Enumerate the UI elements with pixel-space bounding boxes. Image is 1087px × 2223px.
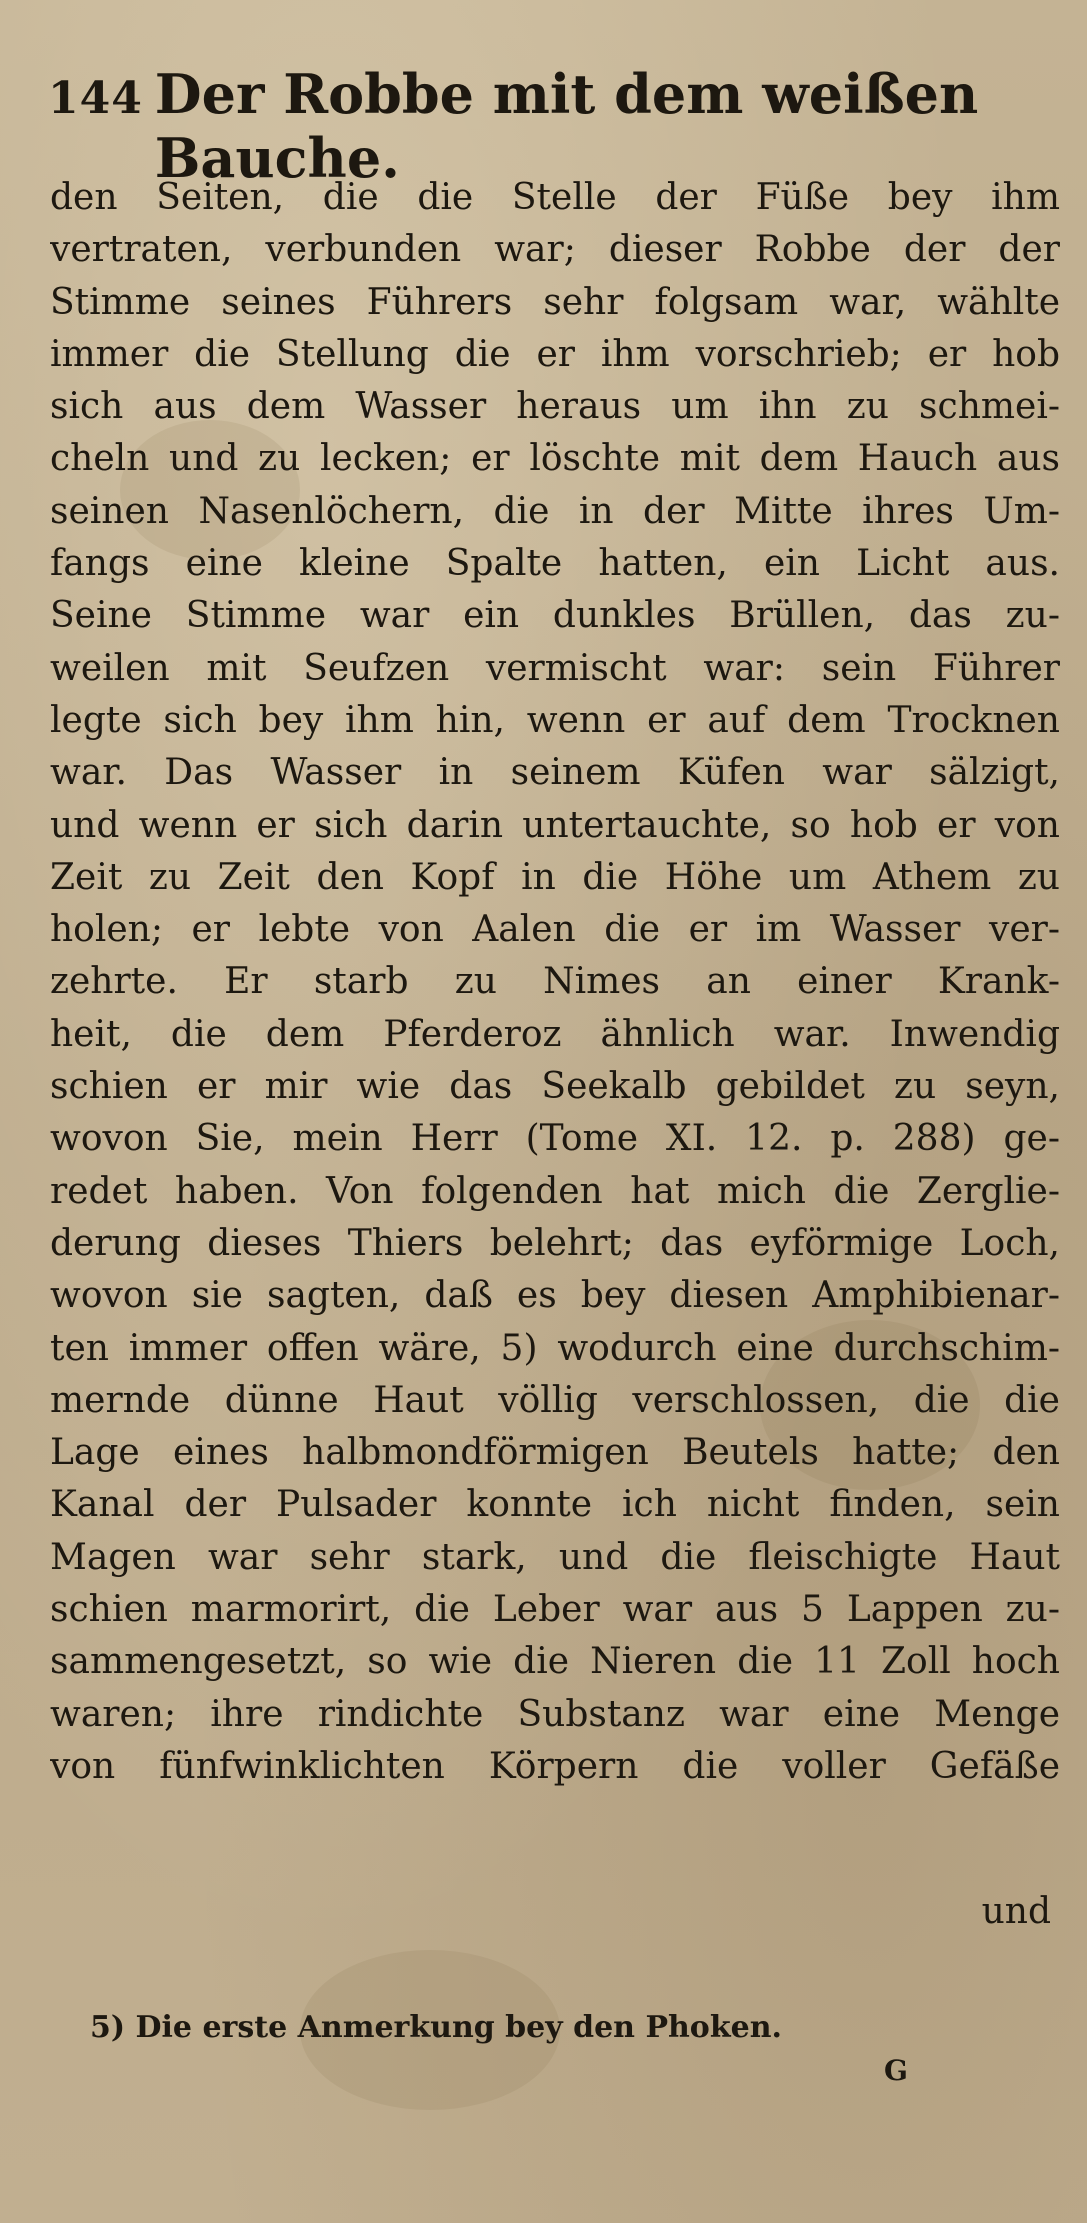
- text-line: zehrte. Er starb zu Nimes an einer Krank-: [50, 961, 1060, 1003]
- text-line: und wenn er sich darin untertauchte, so hob er von: [50, 804, 1060, 846]
- text-line: von fünfwinklichten Körpern die voller Gefäße: [50, 1745, 1060, 1787]
- text-line: fangs eine kleine Spalte hatten, ein Licht aus.: [50, 543, 1060, 585]
- text-line: weilen mit Seufzen vermischt war: sein Führer: [50, 647, 1060, 689]
- text-line: sich aus dem Wasser heraus um ihn zu schmei-: [50, 386, 1060, 428]
- text-line: waren; ihre rindichte Substanz war eine Menge: [50, 1693, 1060, 1735]
- running-title: Der Robbe mit dem weißen Bauche.: [154, 62, 979, 190]
- text-line: Zeit zu Zeit den Kopf in die Höhe um Athem zu: [50, 856, 1060, 898]
- text-line: ten immer offen wäre, 5) wodurch eine durchschim-: [50, 1327, 1060, 1369]
- text-line: heit, die dem Pferderoz ähnlich war. Inwendig: [50, 1013, 1060, 1055]
- text-line: Stimme seines Führers sehr folgsam war, wählte: [50, 281, 1060, 323]
- signature-mark: G: [884, 2054, 908, 2087]
- text-line: schien marmorirt, die Leber war aus 5 Lappen zu-: [50, 1589, 1060, 1631]
- text-line: sammengesetzt, so wie die Nieren die 11 Zoll hoch: [50, 1641, 1060, 1683]
- text-line: immer die Stellung die er ihm vorschrieb; er hob: [50, 333, 1060, 375]
- text-line: Seine Stimme war ein dunkles Brüllen, das zu-: [50, 595, 1060, 637]
- text-line: seinen Nasenlöchern, die in der Mitte ihres Um-: [50, 490, 1060, 532]
- page-number: 144: [48, 73, 143, 124]
- body-text: [50, 172, 1060, 1793]
- text-line: den Seiten, die die Stelle der Füße bey ihm: [50, 177, 1060, 218]
- text-line: schien er mir wie das Seekalb gebildet zu seyn,: [50, 1066, 1060, 1108]
- text-line: mernde dünne Haut völlig verschlossen, die die: [50, 1379, 1060, 1421]
- text-line: vertraten, verbunden war; dieser Robbe der der: [50, 229, 1060, 271]
- text-line: Kanal der Pulsader konnte ich nicht finden, sein: [50, 1484, 1060, 1526]
- text-line: wovon sie sagten, daß es bey diesen Amphibienar-: [50, 1275, 1060, 1317]
- text-line: war. Das Wasser in seinem Küfen war sälzigt,: [50, 752, 1060, 794]
- text-line: Magen war sehr stark, und die fleischigte Haut: [50, 1536, 1060, 1578]
- text-line: legte sich bey ihm hin, wenn er auf dem Trocknen: [50, 699, 1060, 741]
- footnote: 5) Die erste Anmerkung bey den Phoken.: [90, 2010, 782, 2045]
- text-line: cheln und zu lecken; er löschte mit dem Hauch aus: [50, 438, 1060, 480]
- catchword: und: [981, 1891, 1051, 1932]
- text-line: wovon Sie, mein Herr (Tome XI. 12. p. 288) ge-: [50, 1118, 1060, 1160]
- page-header: [48, 62, 1048, 190]
- text-line: Lage eines halbmondförmigen Beutels hatte; den: [50, 1432, 1060, 1474]
- text-line: holen; er lebte von Aalen die er im Wasser ver-: [50, 909, 1060, 951]
- text-line: redet haben. Von folgenden hat mich die Zerglie-: [50, 1170, 1060, 1212]
- text-line: derung dieses Thiers belehrt; das eyförmige Loch,: [50, 1222, 1060, 1264]
